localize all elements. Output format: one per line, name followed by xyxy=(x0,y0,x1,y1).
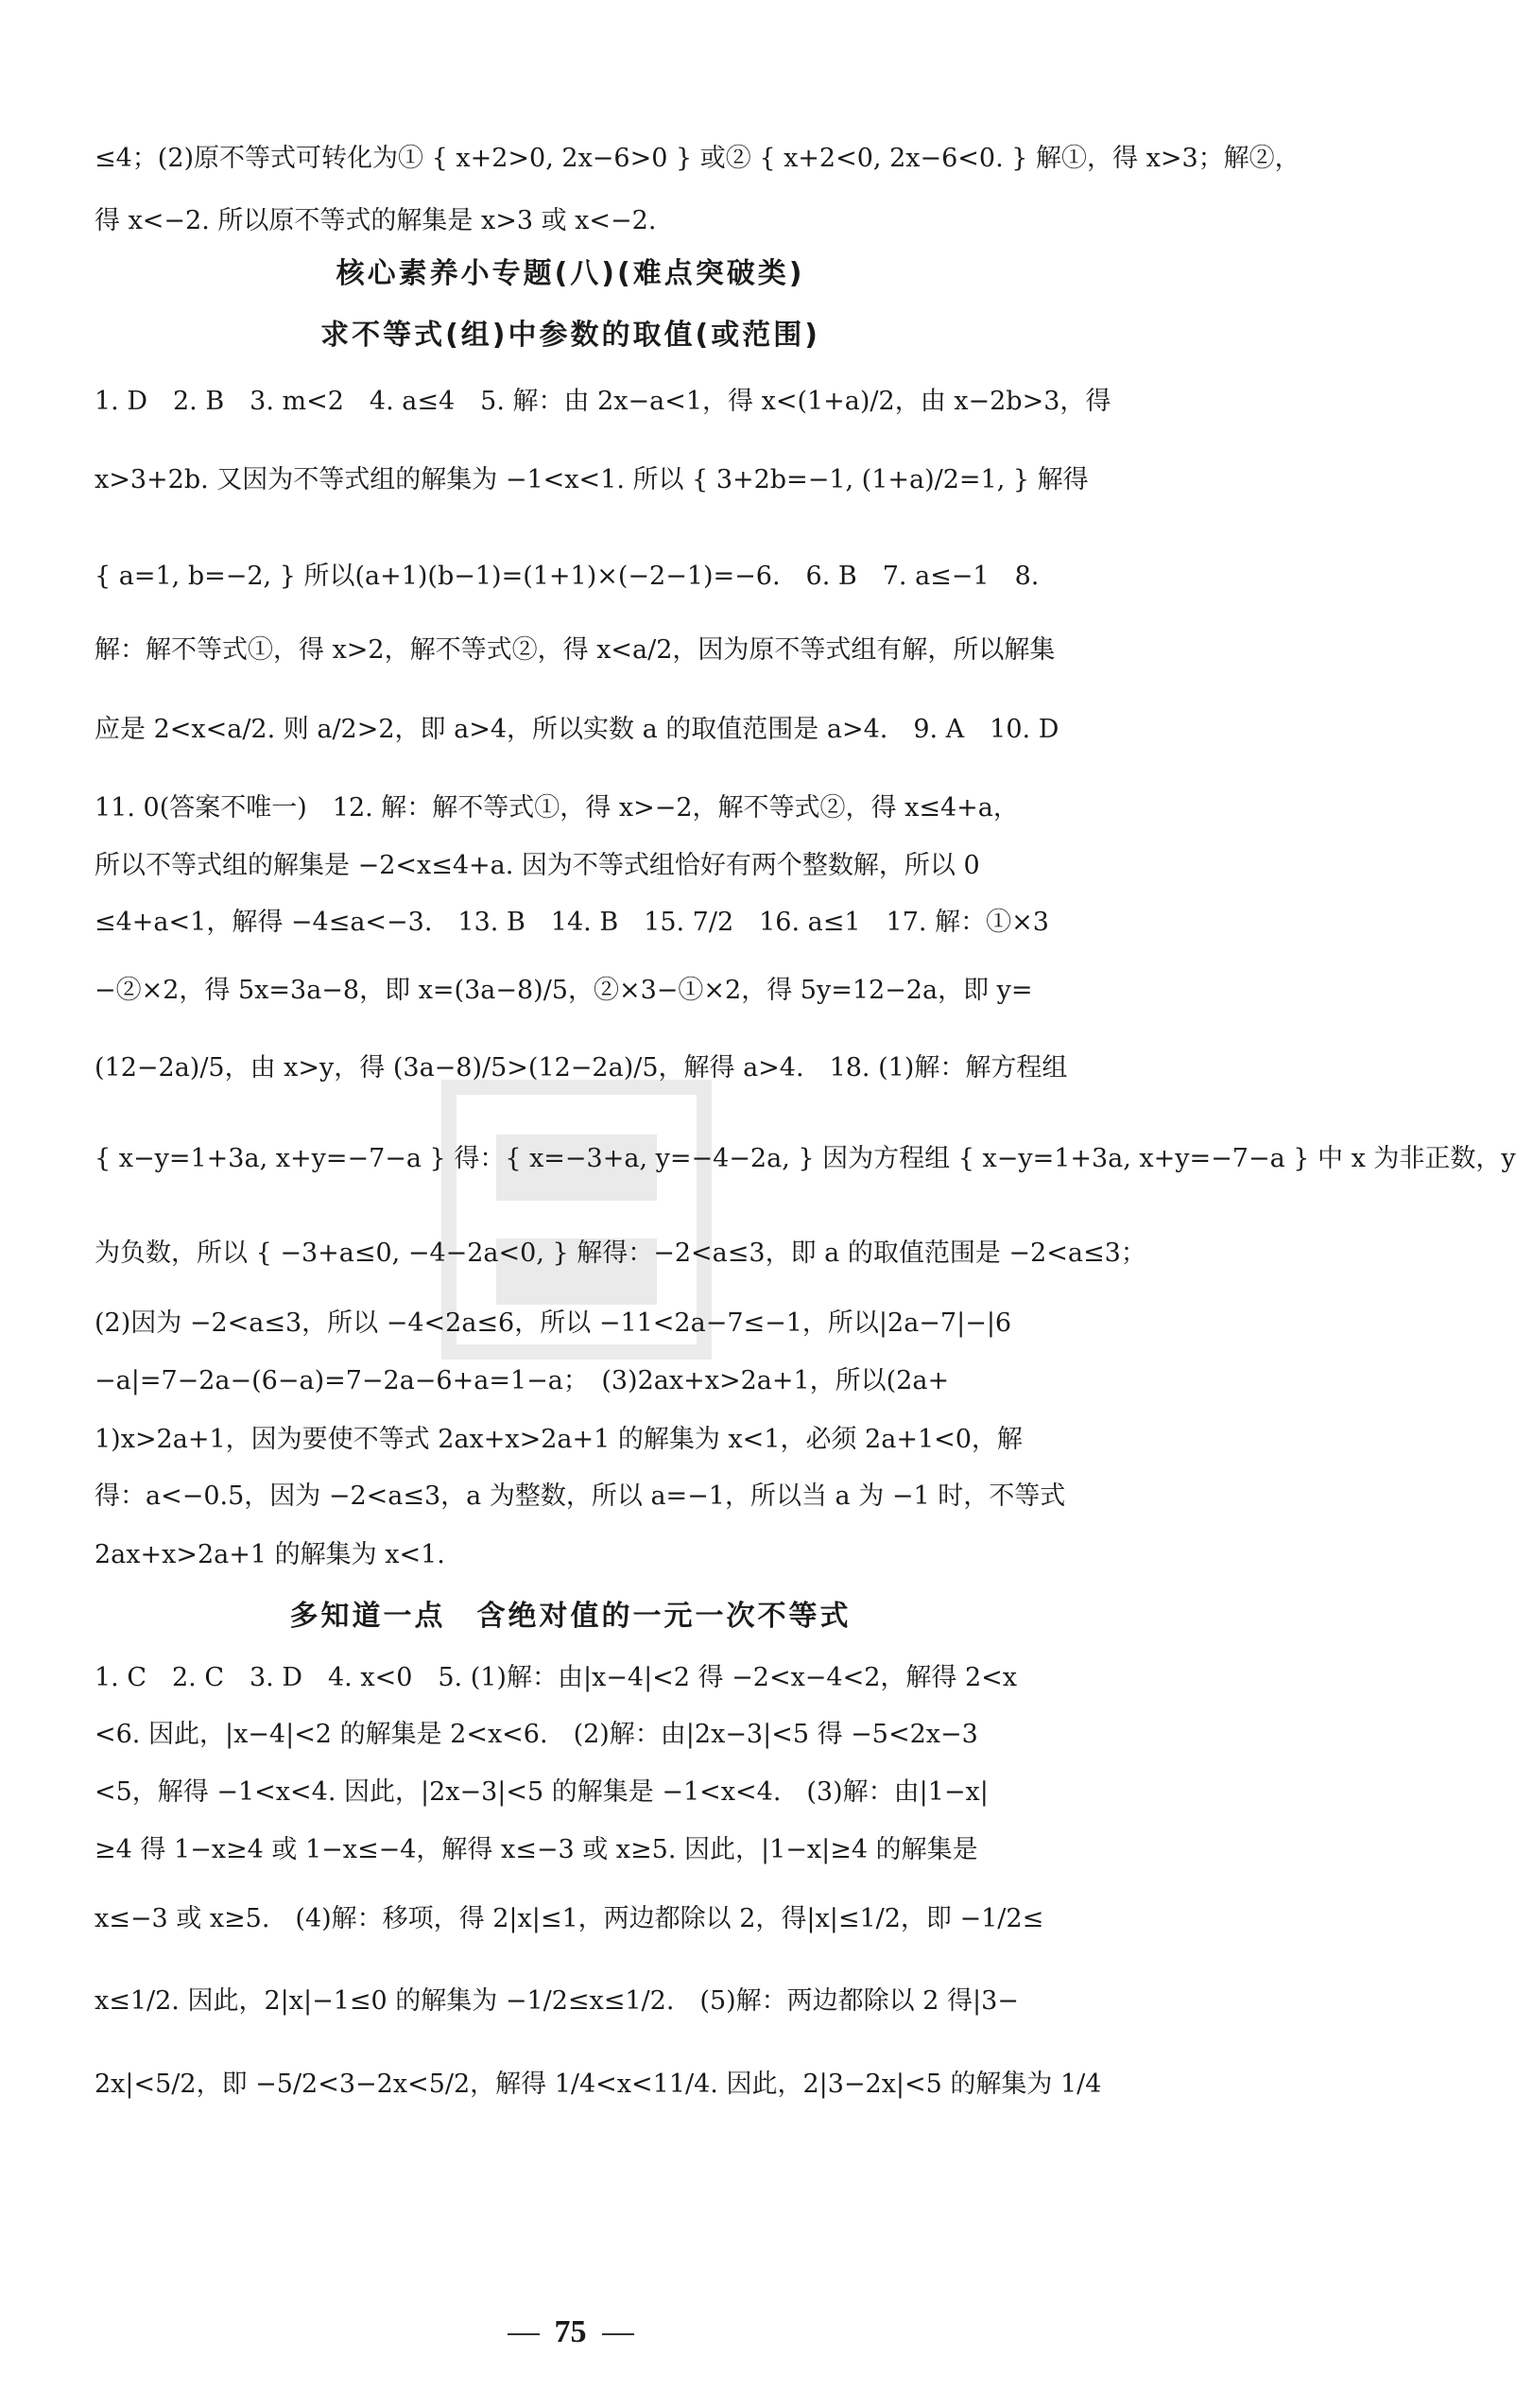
text-line: x>3+2b. 又因为不等式组的解集为 −1<x<1. 所以 { 3+2b=−1, (1+a)/2=1, } 解得 xyxy=(95,465,1089,494)
text-line: 解：解不等式①，得 x>2，解不等式②，得 x<a/2，因为原不等式组有解，所以解集 xyxy=(95,635,1056,665)
text-line: x≤1/2. 因此，2|x|−1≤0 的解集为 −1/2≤x≤1/2. (5)解：两边都除以 2 得|3− xyxy=(95,1986,1019,2016)
text-line: ≤4+a<1，解得 −4≤a<−3. 13. B 14. B 15. 7/2 16. a≤1 17. 解：①×3 xyxy=(95,908,1049,937)
text-line: 1. D 2. B 3. m<2 4. a≤4 5. 解：由 2x−a<1，得 x<(1+a)/2，由 x−2b>3，得 xyxy=(95,387,1111,416)
section-heading: 多知道一点 含绝对值的一元一次不等式 xyxy=(289,1600,852,1633)
text-line: −②×2，得 5x=3a−8，即 x=(3a−8)/5，②×3−①×2，得 5y=12−2a，即 y= xyxy=(95,976,1033,1005)
text-line: 所以不等式组的解集是 −2<x≤4+a. 因为不等式组恰好有两个整数解，所以 0 xyxy=(95,851,980,880)
text-line: 1)x>2a+1，因为要使不等式 2ax+x>2a+1 的解集为 x<1，必须 2a+1<0，解 xyxy=(95,1425,1023,1454)
text-line: <6. 因此，|x−4|<2 的解集是 2<x<6. (2)解：由|2x−3|<5 得 −5<2x−3 xyxy=(95,1720,978,1749)
section-heading: 求不等式(组)中参数的取值(或范围) xyxy=(320,319,820,352)
text-line: 2x|<5/2，即 −5/2<3−2x<5/2，解得 1/4<x<11/4. 因此，2|3−2x|<5 的解集为 1/4 xyxy=(95,2070,1102,2099)
text-line: { a=1, b=−2, } 所以(a+1)(b−1)=(1+1)×(−2−1)=−6. 6. B 7. a≤−1 8. xyxy=(95,562,1040,591)
text-line: x≤−3 或 x≥5. (4)解：移项，得 2|x|≤1，两边都除以 2，得|x|≤1/2，即 −1/2≤ xyxy=(95,1904,1044,1933)
text-line: −a|=7−2a−(6−a)=7−2a−6+a=1−a； (3)2ax+x>2a+1，所以(2a+ xyxy=(95,1366,950,1395)
text-line: 1. C 2. C 3. D 4. x<0 5. (1)解：由|x−4|<2 得 −2<x−4<2，解得 2<x xyxy=(95,1663,1018,1692)
page-number: 75 xyxy=(0,2314,1141,2350)
text-line: { x−y=1+3a, x+y=−7−a } 得：{ x=−3+a, y=−4−2a, } 因为方程组 { x−y=1+3a, x+y=−7−a } 中 x 为非正数，y xyxy=(95,1144,1516,1173)
text-line: 得：a<−0.5，因为 −2<a≤3，a 为整数，所以 a=−1，所以当 a 为 −1 时，不等式 xyxy=(95,1481,1066,1511)
text-line: (2)因为 −2<a≤3，所以 −4<2a≤6，所以 −11<2a−7≤−1，所以|2a−7|−|6 xyxy=(95,1308,1012,1338)
text-line: 为负数，所以 { −3+a≤0, −4−2a<0, } 解得：−2<a≤3，即 a 的取值范围是 −2<a≤3； xyxy=(95,1239,1146,1268)
text-line: ≥4 得 1−x≥4 或 1−x≤−4，解得 x≤−3 或 x≥5. 因此，|1−x|≥4 的解集是 xyxy=(95,1835,978,1864)
text-line: 应是 2<x<a/2. 则 a/2>2，即 a>4，所以实数 a 的取值范围是 a>4. 9. A 10. D xyxy=(95,715,1059,744)
text-line: (12−2a)/5，由 x>y，得 (3a−8)/5>(12−2a)/5，解得 a>4. 18. (1)解：解方程组 xyxy=(95,1053,1068,1083)
text-line: ≤4；(2)原不等式可转化为① { x+2>0, 2x−6>0 } 或② { x+2<0, 2x−6<0. } 解①，得 x>3；解②， xyxy=(95,144,1301,173)
text-line: 2ax+x>2a+1 的解集为 x<1. xyxy=(95,1540,445,1569)
text-line: 11. 0(答案不唯一) 12. 解：解不等式①，得 x>−2，解不等式②，得 x≤4+a， xyxy=(95,793,1019,823)
text-line: 得 x<−2. 所以原不等式的解集是 x>3 或 x<−2. xyxy=(95,206,657,235)
text-line: <5，解得 −1<x<4. 因此，|2x−3|<5 的解集是 −1<x<4. (3)解：由|1−x| xyxy=(95,1777,989,1807)
section-heading: 核心素养小专题(八)(难点突破类) xyxy=(336,257,805,290)
